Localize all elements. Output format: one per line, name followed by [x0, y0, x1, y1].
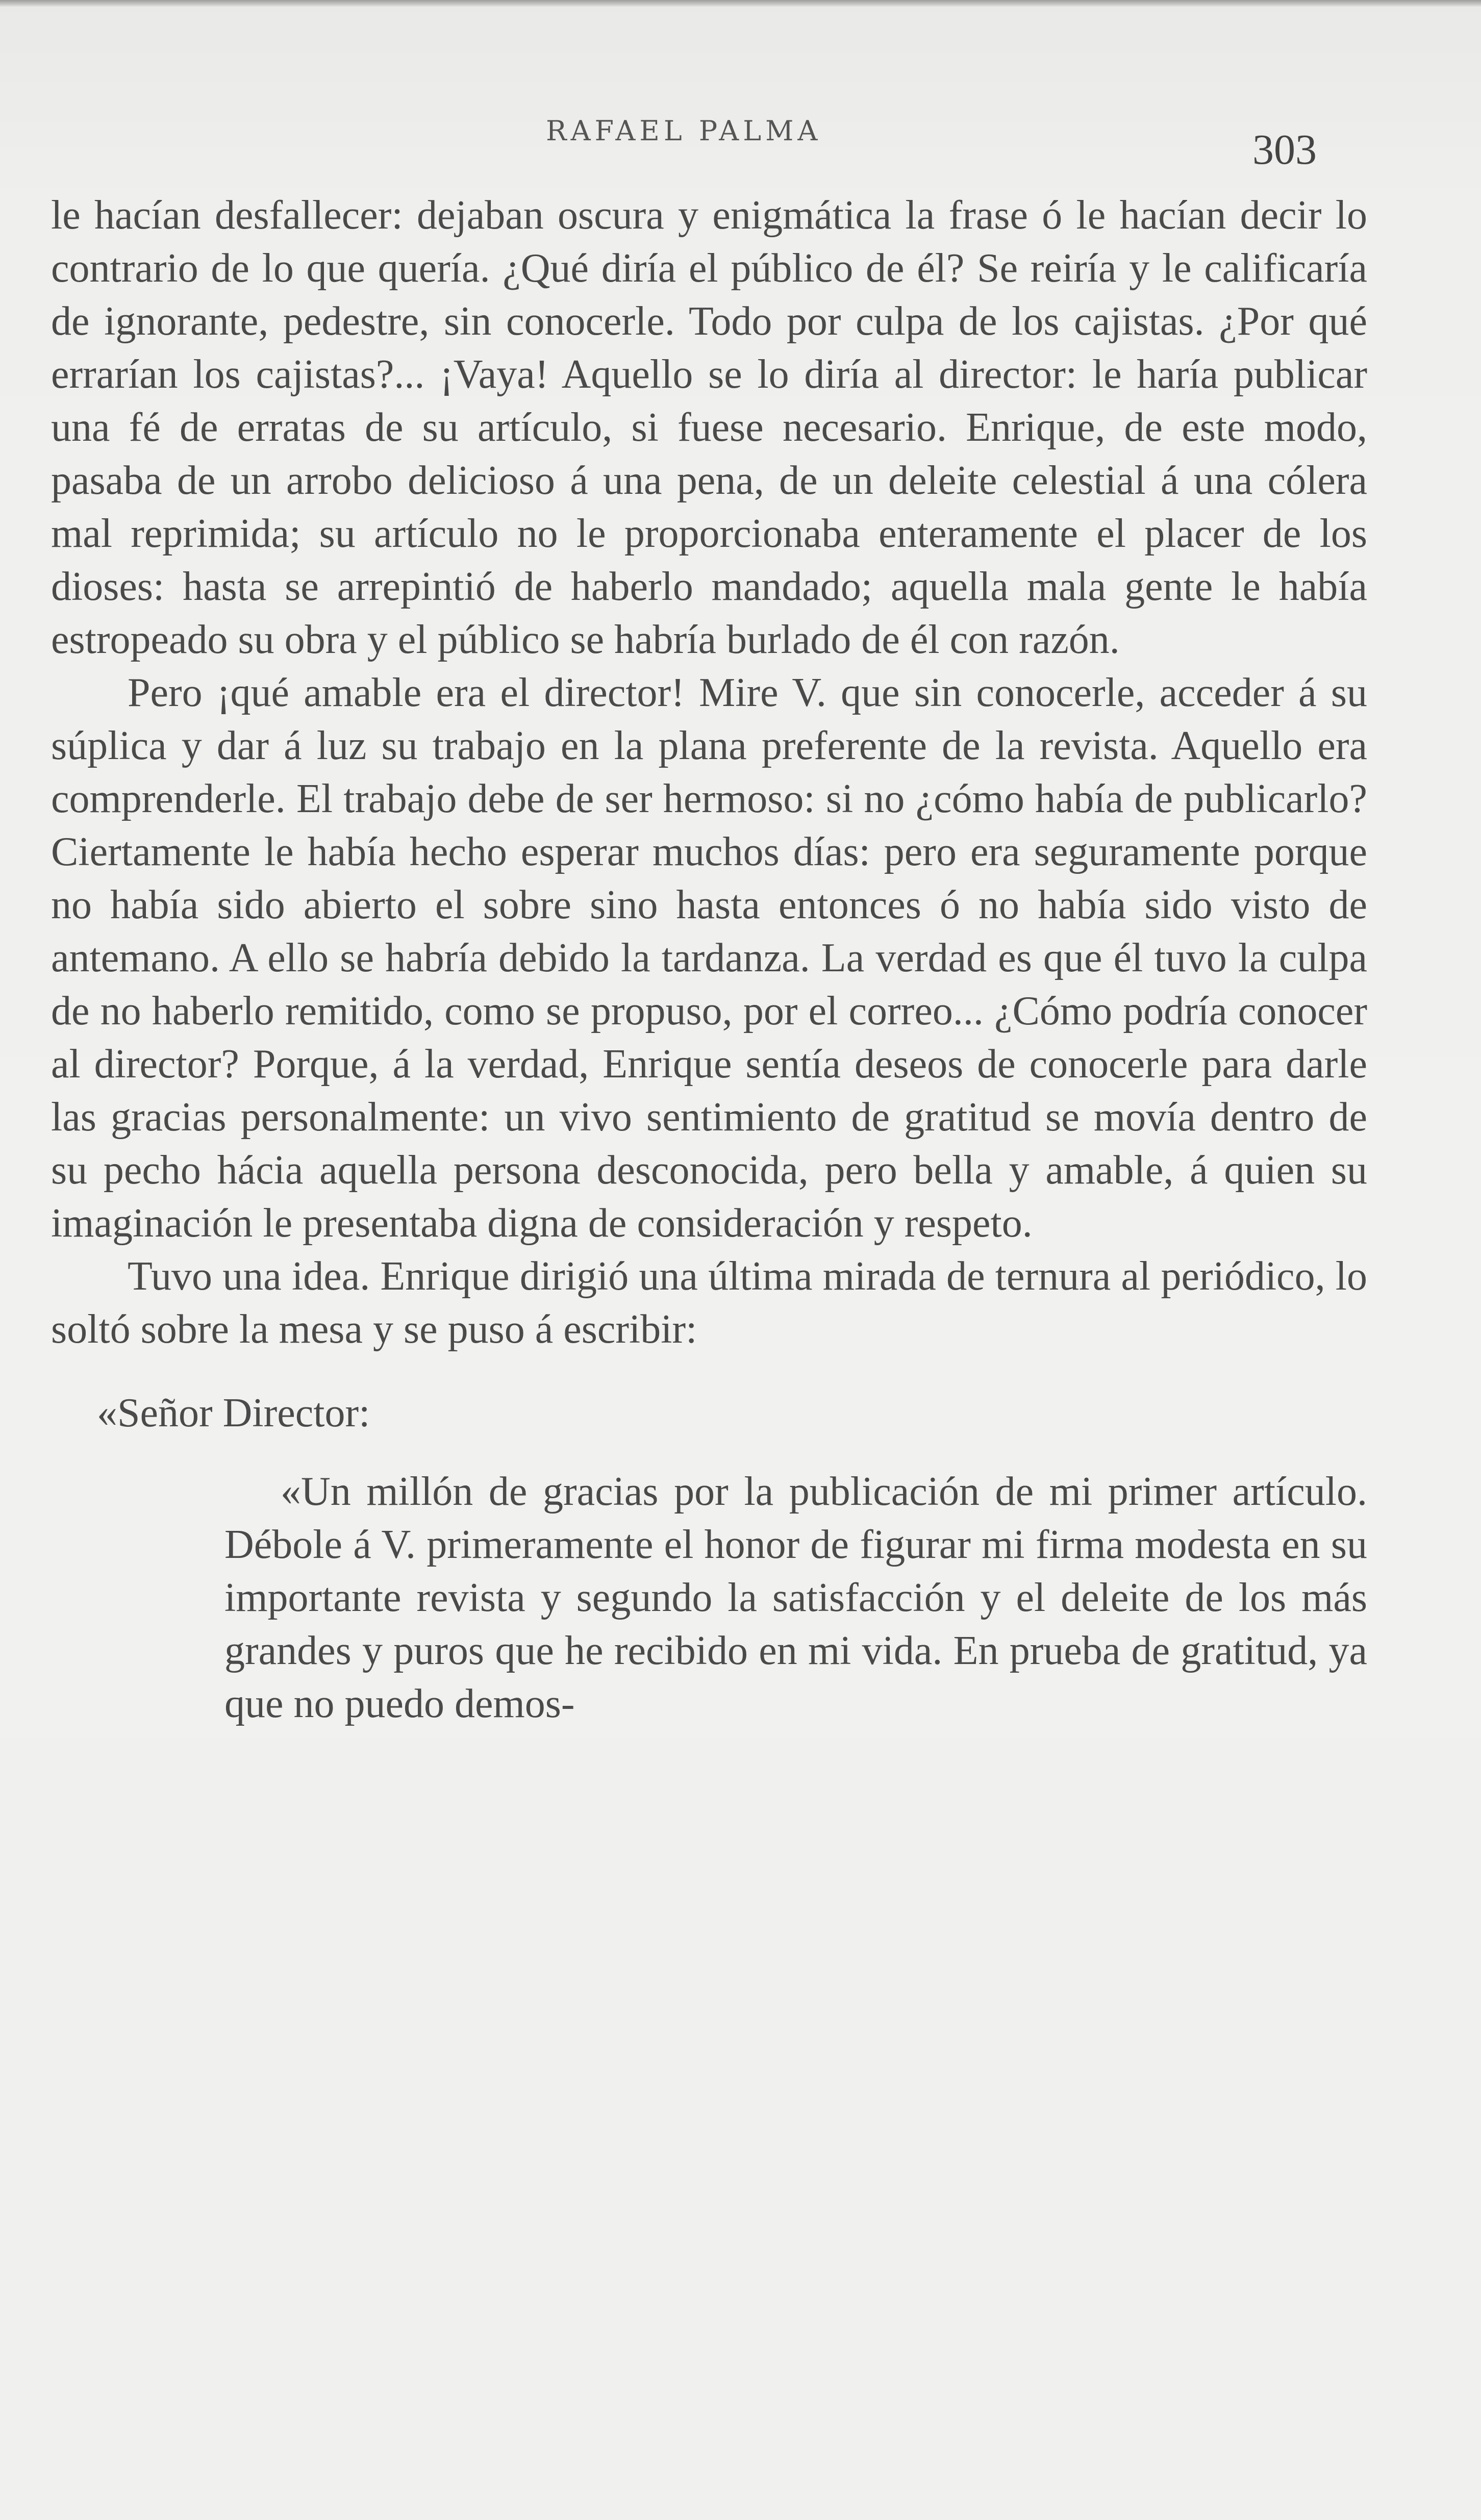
running-head: RAFAEL PALMA: [546, 115, 822, 147]
page-number: 303: [1252, 126, 1317, 173]
scan-top-edge: [0, 0, 1481, 7]
letter-body: «Un millón de gracias por la publicación de mi primer artículo. Débole á V. primeramente el honor de figurar mi firma modesta en su importante revista y segundo la satisfacción y el deleite de los más grandes y puros que he recibido en mi vida. En prueba de gratitud, ya que no puedo demos-: [224, 1469, 1367, 1726]
paragraph-continuation: le hacían desfallecer: dejaban oscura y enigmática la frase ó le hacían decir lo contrario de lo que quería. ¿Qué diría el público de él? Se reiría y le calificaría de ignorante, pedestre, sin conocerle. Todo por culpa de los cajistas. ¿Por qué errarían los cajistas?... ¡Vaya! Aquello se lo diría al director: le haría publicar una fé de erratas de su artículo, si fuese necesario. Enrique, de este modo, pasaba de un arrobo delicioso á una pena, de un deleite celestial á una cólera mal reprimida; su artículo no le proporcionaba enteramente el placer de los dioses: hasta se arrepintió de haberlo mandado; aquella mala gente le había estropeado su obra y el público se habría burlado de él con razón.: [51, 193, 1367, 662]
page-header: [0, 115, 1481, 171]
body-text: [51, 189, 1367, 1730]
letter-block: [51, 1465, 1367, 1730]
paragraph-idea: Tuvo una idea. Enrique dirigió una última mirada de ternura al periódico, lo soltó sobre la mesa y se puso á escribir:: [51, 1254, 1367, 1352]
letter-salutation: «Señor Director:: [97, 1391, 370, 1435]
paragraph-director: Pero ¡qué amable era el director! Mire V. que sin conocerle, acceder á su súplica y dar á luz su trabajo en la plana preferente de la revista. Aquello era comprenderle. El trabajo debe de ser hermoso: si no ¿cómo había de publicarlo? Ciertamente le había hecho esperar muchos días: pero era seguramente porque no había sido abierto el sobre sino hasta entonces ó no había sido visto de antemano. A ello se habría debido la tardanza. La verdad es que él tuvo la culpa de no haberlo remitido, como se propuso, por el correo... ¿Cómo podría conocer al director? Porque, á la verdad, Enrique sentía deseos de conocerle para darle las gracias personalmente: un vivo sentimiento de gratitud se movía dentro de su pecho hácia aquella persona desconocida, pero bella y amable, á quien su imaginación le presentaba digna de consideración y respeto.: [51, 670, 1367, 1246]
